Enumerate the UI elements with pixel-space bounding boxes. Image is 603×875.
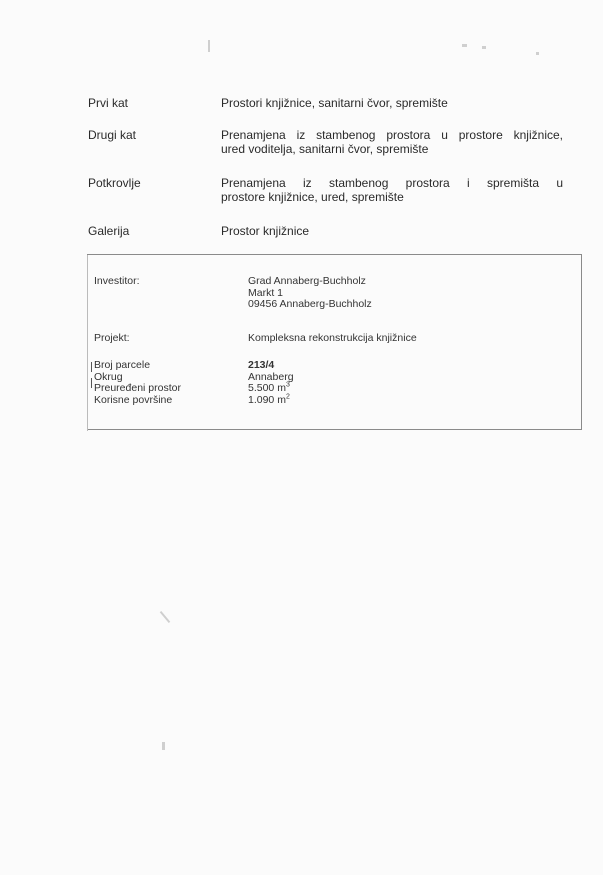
district-label: Okrug [94,370,123,383]
investor-value [248,276,568,311]
floor-description [221,128,563,156]
space-unit-sup: 3 [285,381,290,389]
floor-description: Prostori knjižnice, sanitarni čvor, spremište [221,96,448,110]
parcel-value: 213/4 [248,359,275,371]
investor-line: 09456 Annaberg-Buchholz [248,298,372,310]
space-value [248,383,568,395]
floor-label: Drugi kat [88,128,137,142]
investor-label: Investitor: [94,275,140,287]
project-info-box [87,254,582,430]
floor-description-line: ured voditelja, sanitarni čvor, spremište [221,142,429,156]
floor-label: Prvi kat [88,96,129,110]
area-number: 1.090 m [248,393,286,406]
floor-description-line: Prenamjena iz stambenog prostora u prostore knjižnice, [221,128,563,142]
project-value: Kompleksna rekonstrukcija knjižnice [248,332,417,344]
space-number: 5.500 m [248,382,286,394]
area-unit-sup: 2 [285,393,290,400]
area-value [248,395,568,407]
scan-artifact [536,52,539,55]
floor-label: Potkrovlje [88,176,141,190]
floor-description-line: Prenamjena iz stambenog prostora i spremišta u [221,176,563,190]
scan-artifact [482,46,486,49]
floor-label: Galerija [88,224,130,238]
project-label: Projekt: [94,332,130,344]
floor-description: Prostor knjižnice [221,224,310,238]
box-edge [87,255,88,431]
investor-line: Grad Annaberg-Buchholz [248,275,366,287]
scan-artifact [160,611,171,623]
parcel-label: Broj parcele [94,359,151,371]
scan-artifact [208,40,210,52]
scan-artifact [162,742,165,750]
area-label: Korisne površine [94,393,173,406]
scan-artifact [462,44,467,47]
margin-bar [91,378,92,388]
floor-description [221,176,563,204]
floor-description-line: prostore knjižnice, ured, spremište [221,190,404,204]
investor-line: Markt 1 [248,286,284,299]
space-label: Preuređeni prostor [94,382,181,394]
margin-bar [91,362,92,372]
district-value: Annaberg [248,370,294,383]
